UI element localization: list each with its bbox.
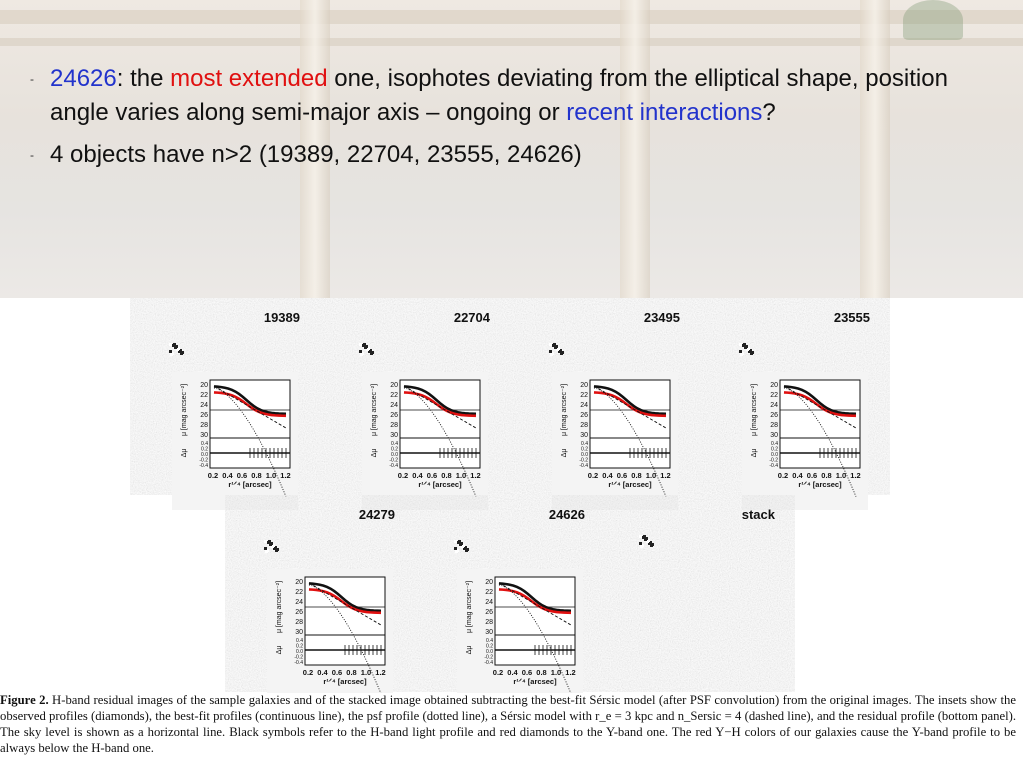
y-tick-label: 0.0	[486, 649, 493, 655]
bullet-text-segment: : the	[116, 65, 171, 92]
y-tick-label: 22	[770, 392, 778, 399]
y-axis-label: μ [mag arcsec⁻²]	[371, 383, 378, 437]
panel-label: 24279	[358, 507, 395, 522]
x-tick-label: 1.2	[470, 471, 481, 480]
residual-pixel	[363, 343, 366, 346]
y-tick-label: 26	[770, 412, 778, 419]
x-tick-label: 1.0	[645, 471, 657, 480]
y-tick-label: 0.2	[581, 446, 588, 453]
x-tick-label: 1.0	[455, 471, 467, 480]
bullet-dash: -	[30, 148, 34, 162]
x-axis-label: r¹ᐟ⁴ [arcsec]	[323, 677, 367, 686]
y-tick-label: 26	[390, 412, 398, 419]
galaxy-panel	[700, 298, 890, 510]
galaxy-panel	[320, 298, 510, 510]
x-tick-label: 1.2	[850, 471, 861, 480]
x-axis-label: r¹ᐟ⁴ [arcsec]	[228, 480, 272, 489]
x-tick-label: 0.6	[426, 471, 438, 480]
caption-label: Figure 2.	[0, 693, 49, 707]
y-tick-label: -0.2	[579, 457, 588, 464]
inset-top-frame	[305, 577, 385, 635]
x-tick-label: 0.8	[536, 668, 547, 677]
y-tick-label: 24	[200, 402, 208, 409]
y-tick-label: 24	[485, 599, 493, 606]
y-tick-label: 28	[295, 619, 303, 626]
x-tick-label: 1.0	[265, 471, 277, 480]
x-tick-label: 0.2	[302, 668, 314, 677]
residual-pixel	[458, 540, 461, 543]
y-tick-label: -0.2	[294, 654, 303, 661]
x-tick-label: 1.2	[280, 471, 291, 480]
x-tick-label: 0.2	[587, 471, 599, 480]
y-tick-label: 20	[770, 382, 778, 389]
profile-inset	[267, 569, 393, 693]
x-tick-label: 1.0	[360, 668, 372, 677]
profile-inset	[457, 569, 583, 693]
x-tick-label: 0.4	[317, 668, 328, 677]
y-tick-label: 24	[770, 402, 778, 409]
y-tick-label: 28	[200, 422, 208, 429]
y-tick-label: 28	[485, 619, 493, 626]
residual-pixel	[359, 343, 362, 346]
panel-label: 23555	[833, 310, 870, 325]
residual-pixel	[639, 535, 642, 538]
x-tick-label: 0.6	[236, 471, 248, 480]
residual-pixel	[639, 542, 642, 545]
bullet-text-segment: one, isophotes deviating from the elliptical shape, position angle varies along semi-major axis – ongoing or	[50, 65, 948, 126]
bullet-item	[30, 62, 1000, 130]
x-axis-label: r¹ᐟ⁴ [arcsec]	[513, 677, 557, 686]
residual-pixel	[743, 343, 746, 346]
y-tick-label: 28	[580, 422, 588, 429]
x-tick-label: 0.8	[441, 471, 452, 480]
x-tick-label: 0.2	[777, 471, 789, 480]
bullet-text-segment: 24626	[50, 65, 117, 92]
y-tick-label: 22	[390, 392, 398, 399]
y-tick-label: 20	[295, 579, 303, 586]
residual-pixel	[549, 350, 552, 353]
y-tick-label: -0.2	[389, 457, 398, 464]
y-tick-label: 0.4	[391, 441, 398, 447]
y-tick-label: 30	[390, 432, 398, 439]
y-tick-label: -0.2	[484, 654, 493, 661]
x-tick-label: 1.0	[835, 471, 847, 480]
x-tick-label: 0.6	[521, 668, 533, 677]
y-tick-label: 0.4	[581, 441, 588, 447]
caption-text: H-band residual images of the sample galaxies and of the stacked image obtained subtracting the best-fit Sérsic model (after PSF convolution) from the original images. The insets show the observed profiles (diamonds), the best-fit profiles (continuous line), the psf profile (dotted line), a Sérsic model with r_e = 3 kpc and n_Sersic = 4 (dashed line), and the residual profile (bottom panel). The sky level is shown as a horizontal line. Black symbols refer to the H-band light profile and red diamonds to the Y-band one. The red Y−H colors of our galaxies cause the Y-band profile to be always below the H-band one.	[0, 693, 1016, 755]
y-tick-label: 0.0	[771, 452, 778, 458]
panel-label: 23495	[643, 310, 680, 325]
y-tick-label: 20	[580, 382, 588, 389]
x-tick-label: 0.2	[397, 471, 409, 480]
y-axis-label: μ [mag arcsec⁻²]	[181, 383, 188, 437]
inset-top-frame	[590, 380, 670, 438]
x-tick-label: 0.4	[222, 471, 233, 480]
y-tick-label: 0.0	[296, 649, 303, 655]
bullet-text-segment: most extended	[170, 65, 328, 92]
y-tick-label: 24	[390, 402, 398, 409]
x-tick-label: 1.2	[660, 471, 671, 480]
residual-pixel	[454, 540, 457, 543]
galaxy-panel	[415, 495, 605, 693]
x-tick-label: 0.4	[412, 471, 423, 480]
bullet-list	[30, 62, 1000, 180]
x-tick-label: 1.2	[565, 668, 576, 677]
y-tick-label: 22	[200, 392, 208, 399]
x-tick-label: 0.2	[207, 471, 219, 480]
y-tick-label: 0.2	[296, 643, 303, 650]
y-axis-label: Δμ	[276, 645, 283, 655]
x-tick-label: 0.4	[602, 471, 613, 480]
y-tick-label: 20	[200, 382, 208, 389]
y-tick-label: 0.4	[486, 638, 493, 644]
y-tick-label: 0.2	[771, 446, 778, 453]
panel-label: stack	[741, 507, 775, 522]
y-tick-label: 0.4	[201, 441, 208, 447]
residual-pixel	[264, 547, 267, 550]
residual-image	[605, 495, 795, 692]
panel-label: 19389	[263, 310, 300, 325]
profile-inset	[172, 372, 298, 510]
x-tick-label: 0.8	[346, 668, 357, 677]
y-tick-label: -0.2	[769, 457, 778, 464]
y-tick-label: 30	[200, 432, 208, 439]
panel-label: 22704	[453, 310, 490, 325]
profile-inset	[362, 372, 488, 510]
y-axis-label: Δμ	[561, 448, 568, 458]
galaxy-panel	[225, 495, 415, 693]
residual-pixel	[739, 350, 742, 353]
y-tick-label: 0.2	[486, 643, 493, 650]
y-tick-label: 24	[295, 599, 303, 606]
y-tick-label: 0.4	[296, 638, 303, 644]
y-tick-label: 26	[200, 412, 208, 419]
y-axis-label: μ [mag arcsec⁻²]	[751, 383, 758, 437]
y-tick-label: 28	[390, 422, 398, 429]
x-tick-label: 0.4	[792, 471, 803, 480]
galaxy-panel	[130, 298, 320, 510]
y-tick-label: 22	[580, 392, 588, 399]
profile-inset	[552, 372, 678, 510]
residual-pixel	[454, 547, 457, 550]
x-axis-label: r¹ᐟ⁴ [arcsec]	[418, 480, 462, 489]
y-tick-label: 26	[295, 609, 303, 616]
y-tick-label: -0.4	[484, 660, 493, 666]
y-tick-label: 0.4	[771, 441, 778, 447]
y-tick-label: -0.4	[579, 463, 588, 469]
residual-pixel	[553, 343, 556, 346]
inset-top-frame	[400, 380, 480, 438]
inset-top-frame	[495, 577, 575, 635]
y-tick-label: 0.0	[581, 452, 588, 458]
bullet-text-segment: ?	[762, 99, 776, 126]
x-tick-label: 0.4	[507, 668, 518, 677]
y-tick-label: 30	[485, 629, 493, 636]
y-axis-label: Δμ	[466, 645, 473, 655]
inset-top-frame	[210, 380, 290, 438]
y-axis-label: μ [mag arcsec⁻²]	[561, 383, 568, 437]
x-tick-label: 0.6	[331, 668, 343, 677]
x-tick-label: 1.0	[550, 668, 562, 677]
residual-pixel	[173, 343, 176, 346]
residual-pixel	[359, 350, 362, 353]
bullet-text-segment: recent interactions	[566, 99, 763, 126]
y-tick-label: -0.4	[769, 463, 778, 469]
x-tick-label: 0.8	[631, 471, 642, 480]
y-tick-label: 30	[580, 432, 588, 439]
y-tick-label: 28	[770, 422, 778, 429]
x-tick-label: 1.2	[375, 668, 386, 677]
residual-pixel	[643, 535, 646, 538]
y-tick-label: 0.0	[391, 452, 398, 458]
panel-label: 24626	[548, 507, 585, 522]
profile-inset	[742, 372, 868, 510]
y-tick-label: -0.4	[389, 463, 398, 469]
figure-caption	[0, 692, 1016, 756]
y-tick-label: 0.2	[201, 446, 208, 453]
y-tick-label: 26	[485, 609, 493, 616]
inset-top-frame	[780, 380, 860, 438]
y-tick-label: 20	[390, 382, 398, 389]
y-axis-label: Δμ	[751, 448, 758, 458]
x-tick-label: 0.6	[616, 471, 628, 480]
residual-pixel	[264, 540, 267, 543]
y-tick-label: 30	[295, 629, 303, 636]
residual-pixel	[739, 343, 742, 346]
residual-images-figure	[0, 298, 1023, 693]
y-axis-label: Δμ	[371, 448, 378, 458]
x-tick-label: 0.8	[251, 471, 262, 480]
panels-layer	[130, 298, 890, 693]
y-axis-label: Δμ	[181, 448, 188, 458]
x-axis-label: r¹ᐟ⁴ [arcsec]	[798, 480, 842, 489]
y-tick-label: 30	[770, 432, 778, 439]
y-tick-label: -0.4	[294, 660, 303, 666]
y-axis-label: μ [mag arcsec⁻²]	[466, 580, 473, 634]
x-tick-label: 0.8	[821, 471, 832, 480]
residual-pixel	[169, 350, 172, 353]
bullet-item	[30, 138, 1000, 172]
y-tick-label: 0.0	[201, 452, 208, 458]
residual-pixel	[169, 343, 172, 346]
galaxy-panel	[605, 495, 795, 692]
residual-pixel	[268, 540, 271, 543]
x-tick-label: 0.2	[492, 668, 504, 677]
y-tick-label: 24	[580, 402, 588, 409]
y-tick-label: 22	[295, 589, 303, 596]
y-axis-label: μ [mag arcsec⁻²]	[276, 580, 283, 634]
bullet-text-segment: 4 objects have n>2 (19389, 22704, 23555, 24626)	[50, 141, 582, 168]
y-tick-label: 26	[580, 412, 588, 419]
y-tick-label: 22	[485, 589, 493, 596]
residual-pixel	[549, 343, 552, 346]
y-tick-label: 0.2	[391, 446, 398, 453]
x-axis-label: r¹ᐟ⁴ [arcsec]	[608, 480, 652, 489]
y-tick-label: 20	[485, 579, 493, 586]
y-tick-label: -0.2	[199, 457, 208, 464]
bullet-dash: -	[30, 72, 34, 86]
galaxy-panel	[510, 298, 700, 510]
x-tick-label: 0.6	[806, 471, 818, 480]
y-tick-label: -0.4	[199, 463, 208, 469]
